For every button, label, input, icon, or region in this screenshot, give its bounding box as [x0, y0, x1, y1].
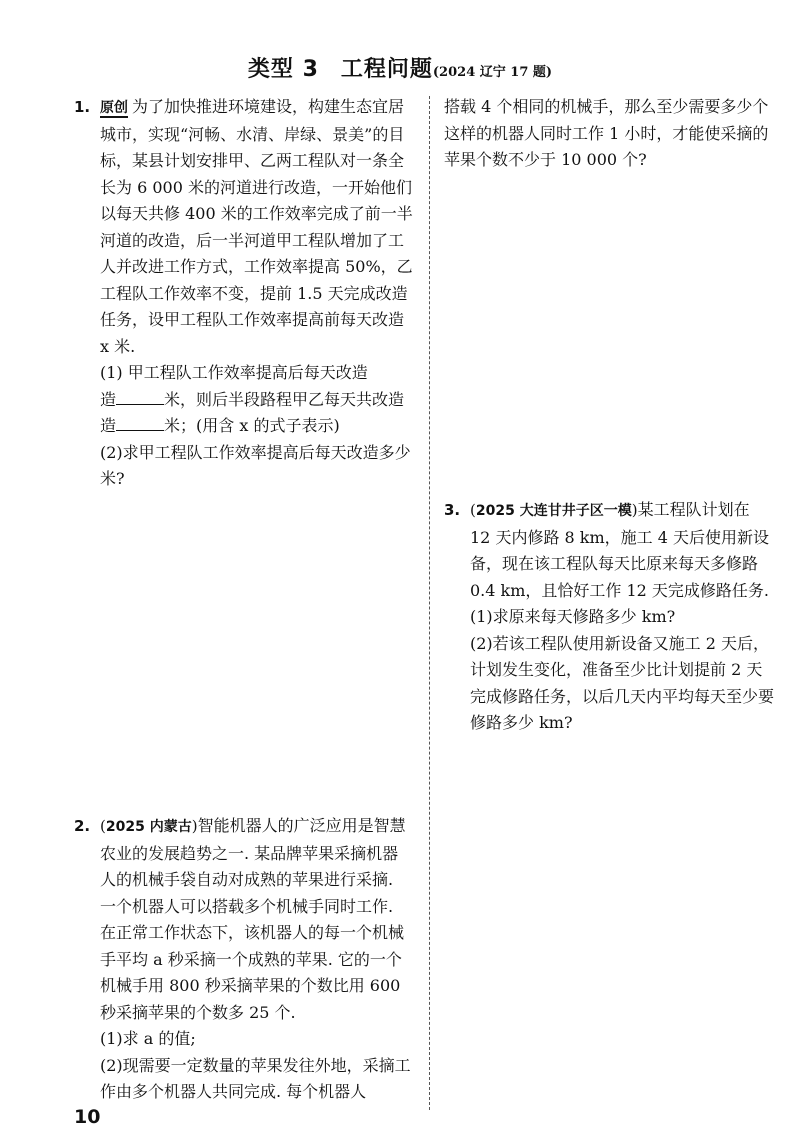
sub-question-text-c: 米；(用含 x 的式子表示) — [164, 416, 340, 435]
section-source: (2024 辽宁 17 题) — [432, 65, 553, 80]
problem-3: 3. (2025 大连甘井子区一模)某工程队计划在 12 天内修路 8 km，施工 4 天后使用新设备，现在该工程队每天比原来每天多修路 0.4 km，且恰好工作 12 天完成修路任务. (1)求原来每天修路多少 km? (2)若该工程队使用新设备又施工 2 天后，计划发生变化，准备至少比计划提前 2 天完成修路任务，以后几天内平均每天至少要修路多少 km? — [444, 497, 774, 737]
sub-question-text-b-prefix: 造 — [100, 389, 117, 409]
problem-number: 1. — [74, 98, 91, 116]
sub-question-2: (2)现需要一定数量的苹果发往外地，采摘工作由多个机器人共同完成. 每个机器人 — [100, 1055, 411, 1101]
answer-blank[interactable] — [116, 416, 164, 431]
sub-question-2: (2)求甲工程队工作效率提高后每天改造多少米? — [100, 442, 411, 488]
page-header — [0, 52, 800, 83]
sub-question-1: (1)求 a 的值; — [100, 1029, 196, 1048]
problem-2-continued — [444, 94, 774, 174]
problem-source: 2025 大连甘井子区一模 — [475, 503, 632, 519]
section-title: 类型 3 — [247, 57, 319, 82]
sub-question-text-b: 米，则后半段路程甲乙每天共改造 — [164, 389, 405, 409]
problem-2: 2. (2025 内蒙古)智能机器人的广泛应用是智慧农业的发展趋势之一. 某品牌苹果采摘机器人的机械手袋自动对成熟的苹果进行采摘. 一个机器人可以搭载多个机械手同时工作. 在正常工作状态下，该机器人的每一个机械手平均 a 秒采摘一个成熟的苹果. 它的一个机械手用 800 秒采摘苹果的个数比用 600 秒采摘苹果的个数多 25 个. (1)求 a 的值; (2)现需要一定数量的苹果发往外地，采摘工作由多个机器人共同完成. 每个机器人 — [74, 813, 414, 1106]
original-tag: 原创 — [100, 100, 128, 116]
column-divider — [429, 96, 430, 1110]
problem-source: 2025 内蒙古 — [105, 819, 192, 835]
sub-question-text-c-prefix: 造 — [100, 416, 117, 435]
problem-number: 3. — [444, 501, 461, 519]
sub-question-2: (2)若该工程队使用新设备又施工 2 天后，计划发生变化，准备至少比计划提前 2 天完成修路任务，以后几天内平均每天至少要修路多少 km? — [470, 633, 775, 732]
sub-question-text-a: (1) 甲工程队工作效率提高后每天改造 — [100, 363, 368, 382]
sub-question-1 — [74, 360, 414, 440]
problem-text: 为了加快推进环境建设，构建生态宜居城市，实现“河畅、水清、岸绿、景美”的目标，某县计划安排甲、乙两工程队对一条全长为 6 000 米的河道进行改造，一开始他们以每天共修 400 米的工作效率完成了前一半河道的改造，后一半河道甲工程队增加了工人并改进工作方式，工作效率提高 50%，乙工程队工作效率不变，提前 1.5 天完成改造任务，设甲工程队工作效率提高前每天改造 x 米. — [100, 97, 413, 356]
problem-text: 某工程队计划在 12 天内修路 8 km，施工 4 天后使用新设备，现在该工程队每天比原来每天多修路 0.4 km，且恰好工作 12 天完成修路任务. — [470, 500, 770, 600]
problem-number: 2. — [74, 817, 91, 835]
page-number: 10 — [74, 1106, 101, 1128]
section-subtitle: 工程问题 — [340, 57, 433, 82]
problem-text-continued: 搭载 4 个相同的机械手，那么至少需要多少个这样的机器人同时工作 1 小时，才能使采摘的苹果个数不少于 10 000 个? — [444, 97, 769, 169]
answer-blank[interactable] — [116, 390, 164, 405]
sub-question-1: (1)求原来每天修路多少 km? — [470, 607, 676, 626]
problem-1 — [74, 94, 414, 493]
problem-text: 智能机器人的广泛应用是智慧农业的发展趋势之一. 某品牌苹果采摘机器人的机械手袋自动对成熟的苹果进行采摘. 一个机器人可以搭载多个机械手同时工作. 在正常工作状态下，该机器人的每一个机械手平均 a 秒采摘一个成熟的苹果. 它的一个机械手用 800 秒采摘苹果的个数比用 600 秒采摘苹果的个数多 25 个. — [100, 816, 406, 1022]
